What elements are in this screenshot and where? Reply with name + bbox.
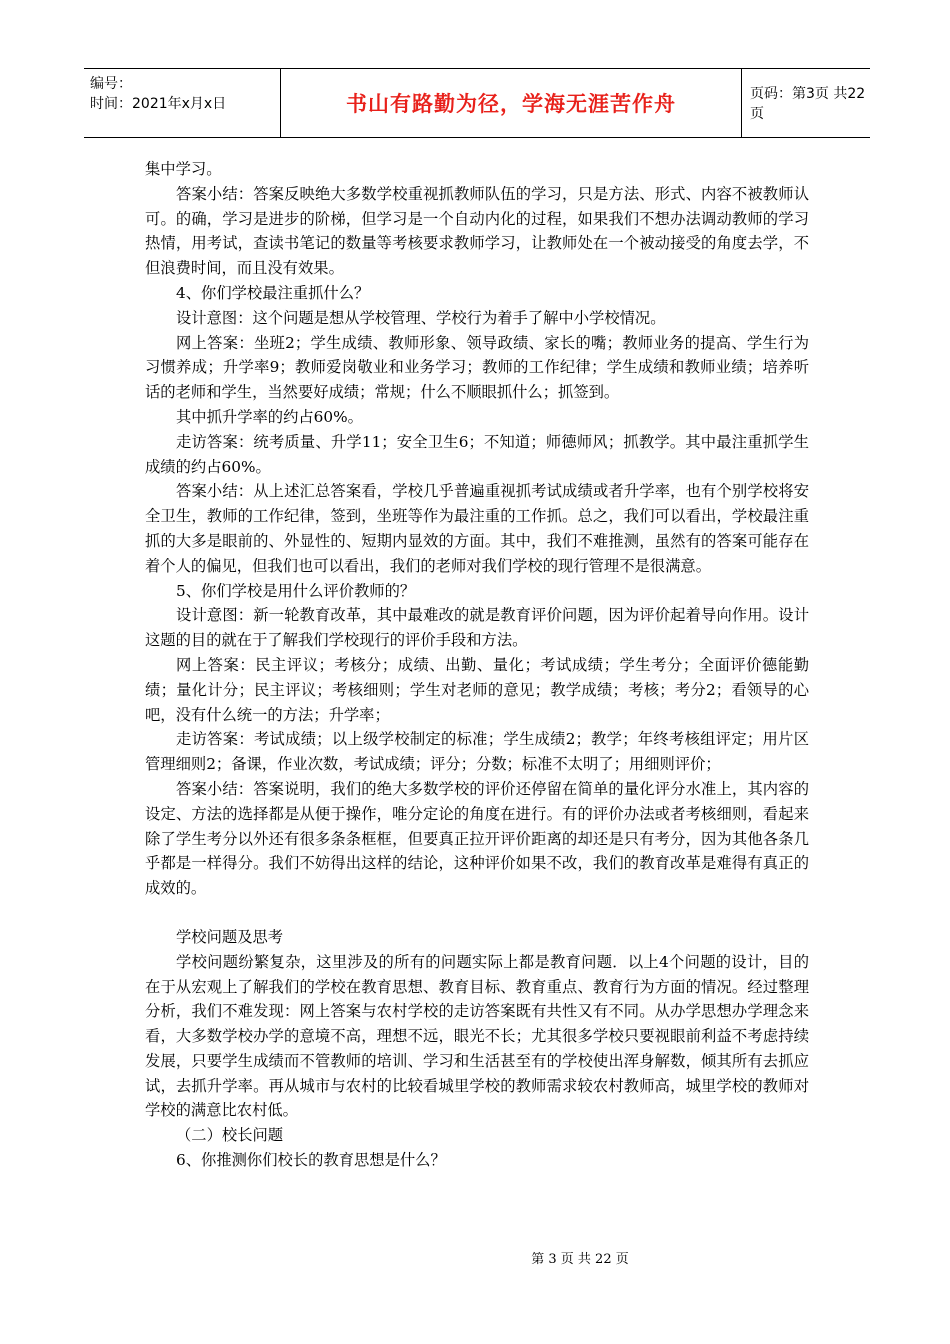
paragraph: 设计意图：这个问题是想从学校管理、学校行为着手了解中小学校情况。 xyxy=(176,308,666,327)
header-meta xyxy=(84,69,281,137)
question-heading: 5、你们学校是用什么评价教师的？ xyxy=(176,581,416,600)
paragraph: 网上答案：坐班2；学生成绩、教师形象、领导政绩、家长的嘴；教师业务的提高、学生行为习惯养成；升学率9；教师爱岗敬业和业务学习；教师的工作纪律；学生成绩和教师业绩；培养听话的老师和学生，当然要好成绩；常规；什么不顺眼抓什么；抓签到。 xyxy=(145,333,809,402)
section-heading: 学校问题及思考 xyxy=(176,927,284,946)
paragraph: 走访答案：考试成绩；以上级学校制定的标准；学生成绩2；教学；年终考核组评定；用片区管理细则2；备课，作业次数，考试成绩；评分；分数；标准不太明了；用细则评价； xyxy=(145,730,809,774)
question-heading: 6、你推测你们校长的教育思想是什么？ xyxy=(176,1151,446,1170)
motto: 书山有路勤为径，学海无涯苦作舟 xyxy=(346,92,676,116)
question-heading: 4、你们学校最注重抓什么？ xyxy=(176,283,370,302)
document-body xyxy=(145,157,809,1173)
section-heading: （二）校长问题 xyxy=(176,1126,284,1145)
number-label: 编号： xyxy=(90,76,132,92)
header-page-cell xyxy=(742,69,870,137)
paragraph: 答案小结：答案说明，我们的绝大多数学校的评价还停留在简单的量化评分水准上，其内容的设定、方法的选择都是从便于操作，唯分定论的角度在进行。有的评价办法或者考核细则，看起来除了学生考分以外还有很多条条框框，但要真正拉开评价距离的却还是只有考分，因为其他各条几乎都是一样得分。我们不妨得出这样的结论，这种评价如果不改，我们的教育改革是难得有真正的成效的。 xyxy=(145,779,809,898)
paragraph: 走访答案：统考质量、升学11；安全卫生6；不知道；师德师风；抓教学。其中最注重抓学生成绩的约占60%。 xyxy=(145,432,809,476)
header-motto-cell xyxy=(281,69,742,137)
page-footer: 第 3 页 共 22 页 xyxy=(531,1252,629,1267)
paragraph: 答案小结：从上述汇总答案看，学校几乎普遍重视抓考试成绩或者升学率，也有个别学校将安全卫生，教师的工作纪律，签到，坐班等作为最注重的工作抓。总之，我们可以看出，学校最注重抓的大多是眼前的、外显性的、短期内显效的方面。其中，我们不难推测，虽然有的答案可能存在着个人的偏见，但我们也可以看出，我们的老师对我们学校的现行管理不是很满意。 xyxy=(145,482,809,575)
paragraph: 其中抓升学率的约占60%。 xyxy=(176,407,363,426)
paragraph: 网上答案：民主评议；考核分；成绩、出勤、量化；考试成绩；学生考分；全面评价德能勤绩；量化计分；民主评议；考核细则；学生对老师的意见；教学成绩；考核；考分2；看领导的心吧，没有什么统一的方法；升学率； xyxy=(145,655,809,724)
time-label: 时间：2021年x月x日 xyxy=(90,96,227,112)
page-header xyxy=(84,68,870,138)
paragraph: 集中学习。 xyxy=(145,160,222,178)
paragraph: 设计意图：新一轮教育改革，其中最难改的就是教育评价问题，因为评价起着导向作用。设计这题的目的就在于了解我们学校现行的评价手段和方法。 xyxy=(145,606,809,650)
page-label: 页码：第3页 共22页 xyxy=(750,86,866,122)
paragraph: 答案小结：答案反映绝大多数学校重视抓教师队伍的学习，只是方法、形式、内容不被教师认可。的确，学习是进步的阶梯，但学习是一个自动内化的过程，如果我们不想办法调动教师的学习热情，用考试，查读书笔记的数量等考核要求教师学习，让教师处在一个被动接受的角度去学，不但浪费时间，而且没有效果。 xyxy=(145,184,809,278)
paragraph: 学校问题纷繁复杂，这里涉及的所有的问题实际上都是教育问题．以上4个问题的设计，目的在于从宏观上了解我们的学校在教育思想、教育目标、教育重点、教育行为方面的情况。经过整理分析，我们不难发现：网上答案与农村学校的走访答案既有共性又有不同。从办学思想办学理念来看，大多数学校办学的意境不高，理想不远，眼光不长；尤其很多学校只要视眼前利益不考虑持续发展，只要学生成绩而不管教师的培训、学习和生活甚至有的学校使出浑身解数，倾其所有去抓应试，去抓升学率。再从城市与农村的比较看城里学校的教师需求较农村教师高，城里学校的教师对学校的满意比农村低。 xyxy=(145,952,809,1120)
